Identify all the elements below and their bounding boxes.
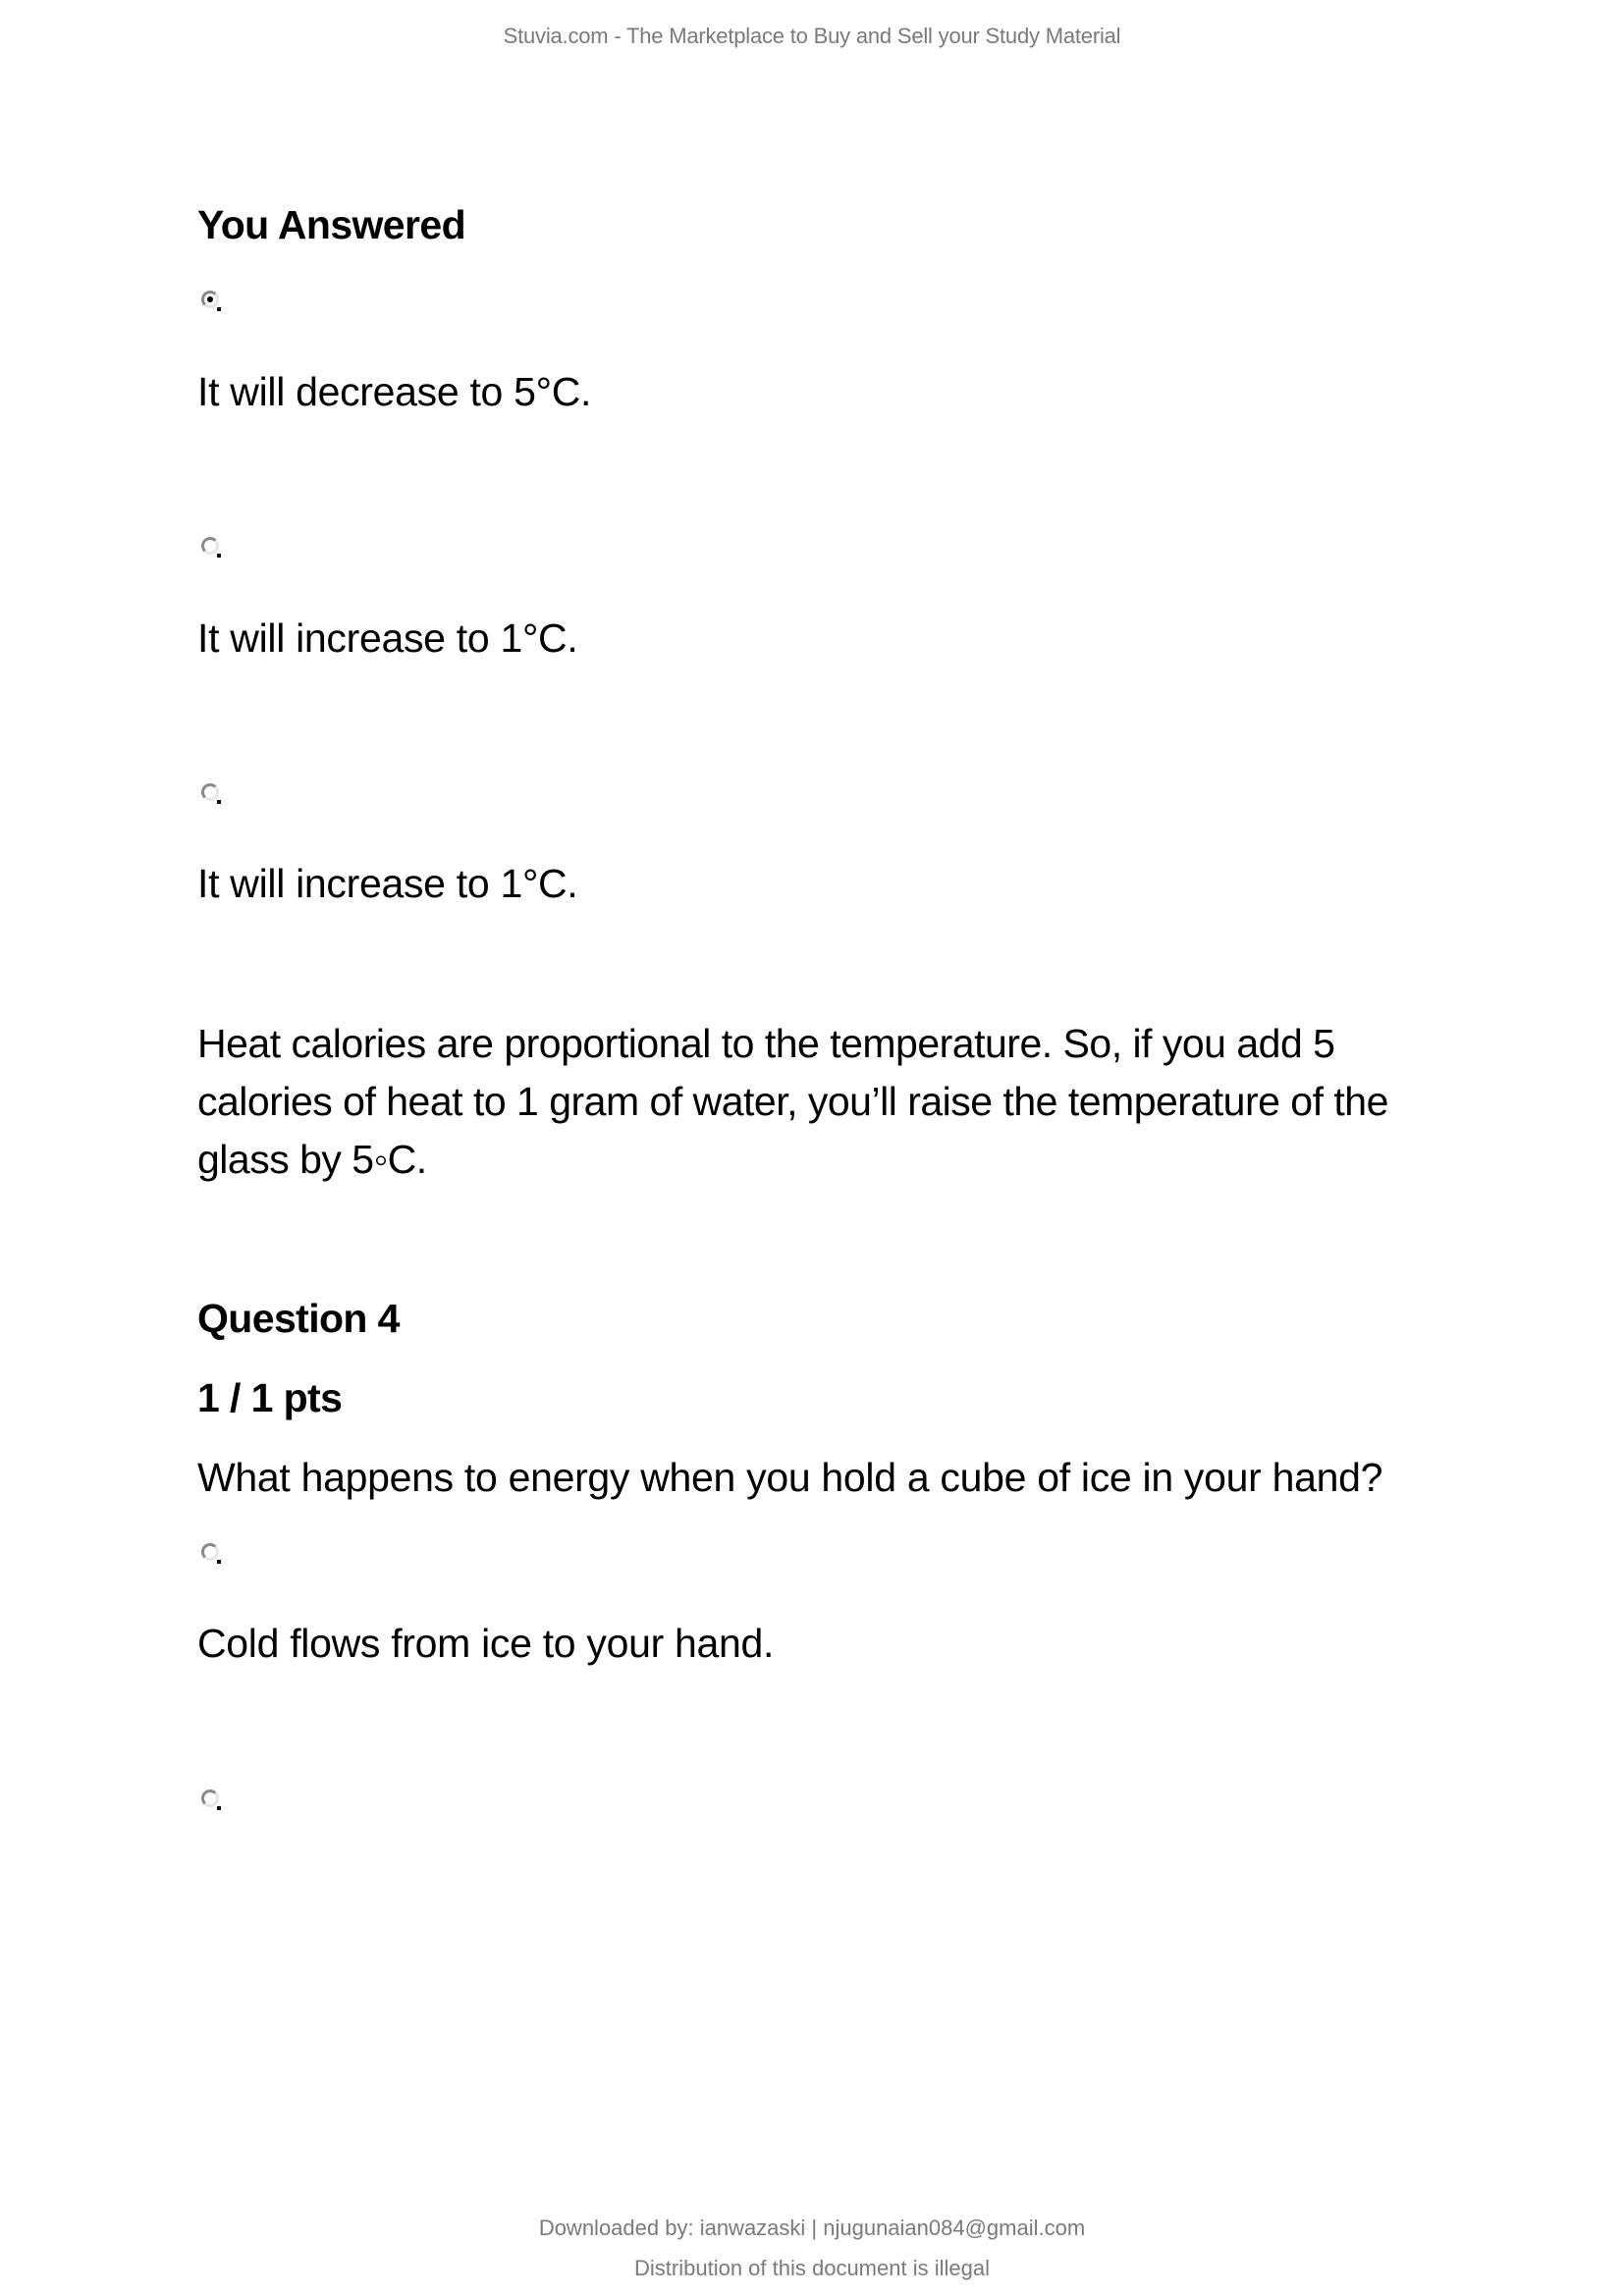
option-text: It will increase to 1°C.	[197, 861, 578, 906]
footer-downloaded-by: Downloaded by: ianwazaski | njugunaian084@gmail.com	[538, 2216, 1086, 2240]
radio-unselected-icon[interactable]	[201, 1789, 219, 1807]
you-answered-label: You Answered	[197, 202, 466, 247]
radio-selected-icon[interactable]	[201, 291, 219, 308]
question-points: 1 / 1 pts	[197, 1375, 343, 1420]
option-text: Cold flows from ice to your hand.	[197, 1621, 775, 1666]
footer-notice: Distribution of this document is illegal	[634, 2256, 990, 2280]
radio-unselected-icon[interactable]	[201, 783, 219, 801]
option-text: It will decrease to 5°C.	[197, 369, 592, 414]
option-text: It will increase to 1°C.	[197, 615, 578, 661]
answer-explanation: Heat calories are proportional to the temperature. So, if you add 5 calories of heat to 1 gram of water, you’ll raise the temperature of the glass by 5◦C.	[197, 1021, 1388, 1182]
question-prompt: What happens to energy when you hold a cube of ice in your hand?	[197, 1455, 1383, 1500]
page-header: Stuvia.com - The Marketplace to Buy and Sell your Study Material	[503, 24, 1121, 48]
radio-unselected-icon[interactable]	[201, 537, 219, 555]
question-title: Question 4	[197, 1296, 400, 1341]
radio-unselected-icon[interactable]	[201, 1543, 219, 1561]
